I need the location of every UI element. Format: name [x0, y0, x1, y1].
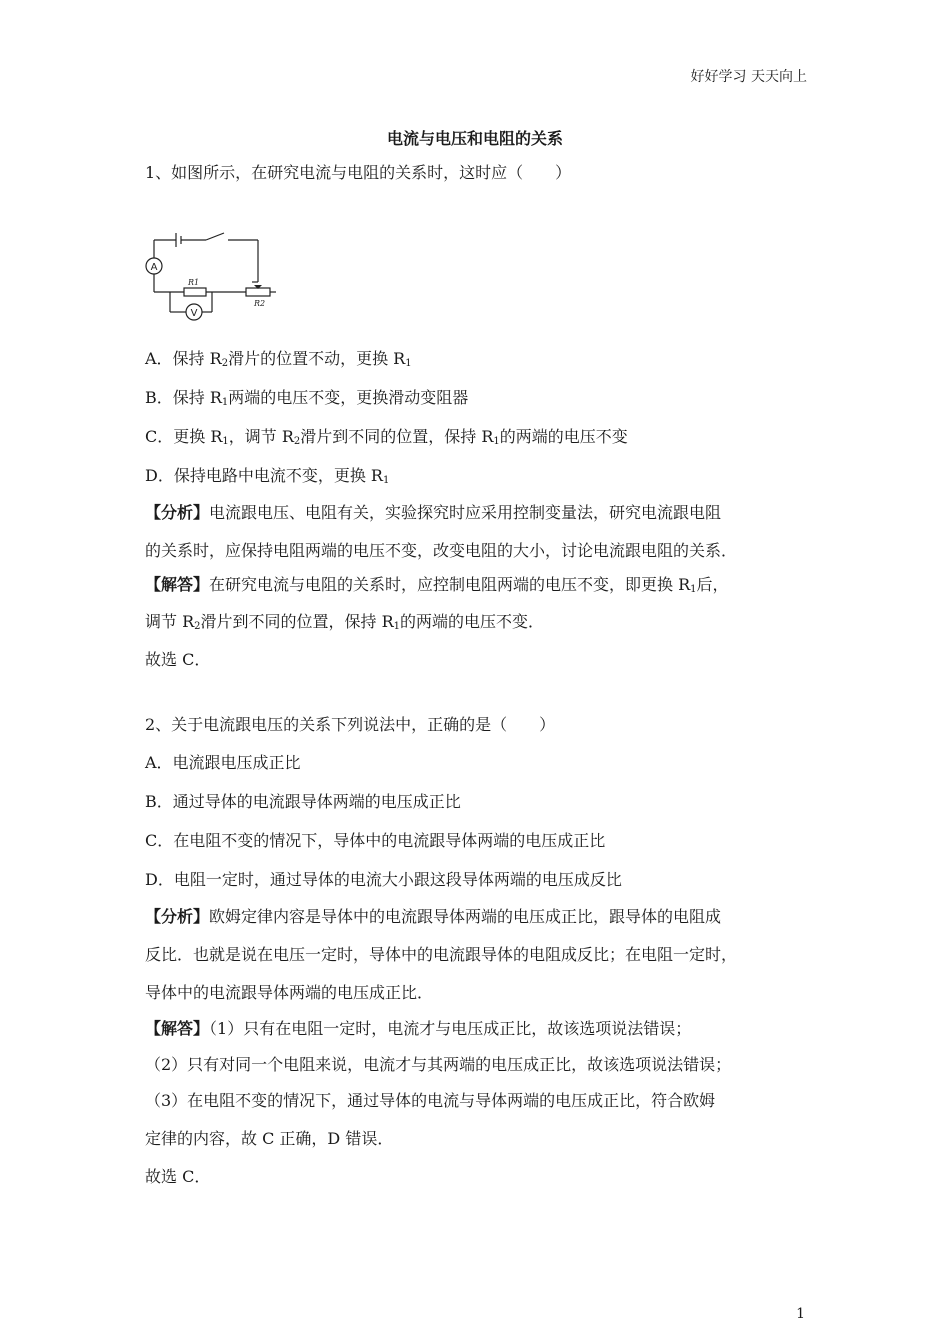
q1-answer-line1: 【解答】在研究电流与电阻的关系时，应控制电阻两端的电压不变，即更换 $R_1$后， — [145, 575, 729, 595]
q2-analysis-line1: 【分析】欧姆定律内容是导体中的电流跟导体两端的电压成正比，跟导体的电阻成 — [145, 907, 722, 926]
resistor-r1-icon — [184, 288, 206, 296]
q2-answer-line3: （3）在电阻不变的情况下，通过导体的电流与导体两端的电压成正比，符合欧姆 — [145, 1091, 716, 1110]
q2-choice: 故选 C． — [145, 1167, 211, 1186]
q2-answer-line1: 【解答】（1）只有在电阻一定时，电流才与电压成正比，故该选项说法错误； — [145, 1019, 692, 1038]
q1-answer-line2: 调节 $R_2$滑片到不同的位置，保持 $R_1$的两端的电压不变． — [145, 612, 545, 632]
rheostat-r2-icon — [246, 288, 270, 296]
q1-choice: 故选 C． — [145, 650, 211, 669]
q1-option-c: C．更换 $R_1$，调节 $R_2$滑片到不同的位置，保持 $R_1$的两端的电压不变 — [145, 427, 628, 447]
voltmeter-label: V — [190, 308, 198, 319]
q1-option-d: D．保持电路中电流不变，更换 $R_1$ — [145, 466, 390, 486]
document-title: 电流与电压和电阻的关系 — [386, 129, 563, 148]
r2-label: R2 — [254, 299, 266, 308]
q1-option-a: A．保持 $R_2$滑片的位置不动，更换 $R_1$ — [145, 349, 412, 369]
header-motto: 好好学习 天天向上 — [690, 69, 807, 85]
q1-stem: 1、如图所示，在研究电流与电阻的关系时，这时应（ ） — [145, 163, 572, 182]
r1-label: R1 — [188, 278, 200, 287]
q2-answer-line4: 定律的内容，故 C 正确，D 错误． — [145, 1129, 394, 1148]
page-number: 1 — [796, 1306, 805, 1322]
q2-answer-line2: （2）只有对同一个电阻来说，电流才与其两端的电压成正比，故该选项说法错误； — [145, 1055, 732, 1074]
q2-analysis-line3: 导体中的电流跟导体两端的电压成正比． — [145, 983, 434, 1002]
q2-option-b: B．通过导体的电流跟导体两端的电压成正比 — [145, 792, 461, 811]
q1-analysis-line1: 【分析】电流跟电压、电阻有关，实验探究时应采用控制变量法，研究电流跟电阻 — [145, 503, 722, 522]
q2-analysis-line2: 反比．也就是说在电压一定时，导体中的电流跟导体的电阻成反比；在电阻一定时， — [145, 945, 738, 964]
q1-option-b: B．保持 $R_1$两端的电压不变，更换滑动变阻器 — [145, 388, 469, 408]
q2-stem: 2、关于电流跟电压的关系下列说法中，正确的是（ ） — [145, 715, 556, 734]
q1-analysis-line2: 的关系时，应保持电阻两端的电压不变，改变电阻的大小，讨论电流跟电阻的关系． — [145, 541, 738, 560]
q2-option-a: A．电流跟电压成正比 — [145, 753, 301, 772]
q2-option-c: C．在电阻不变的情况下，导体中的电流跟导体两端的电压成正比 — [145, 831, 606, 850]
ammeter-label: A — [150, 262, 158, 273]
q2-option-d: D．电阻一定时，通过导体的电流大小跟这段导体两端的电压成反比 — [145, 870, 622, 889]
circuit-diagram — [140, 228, 280, 324]
